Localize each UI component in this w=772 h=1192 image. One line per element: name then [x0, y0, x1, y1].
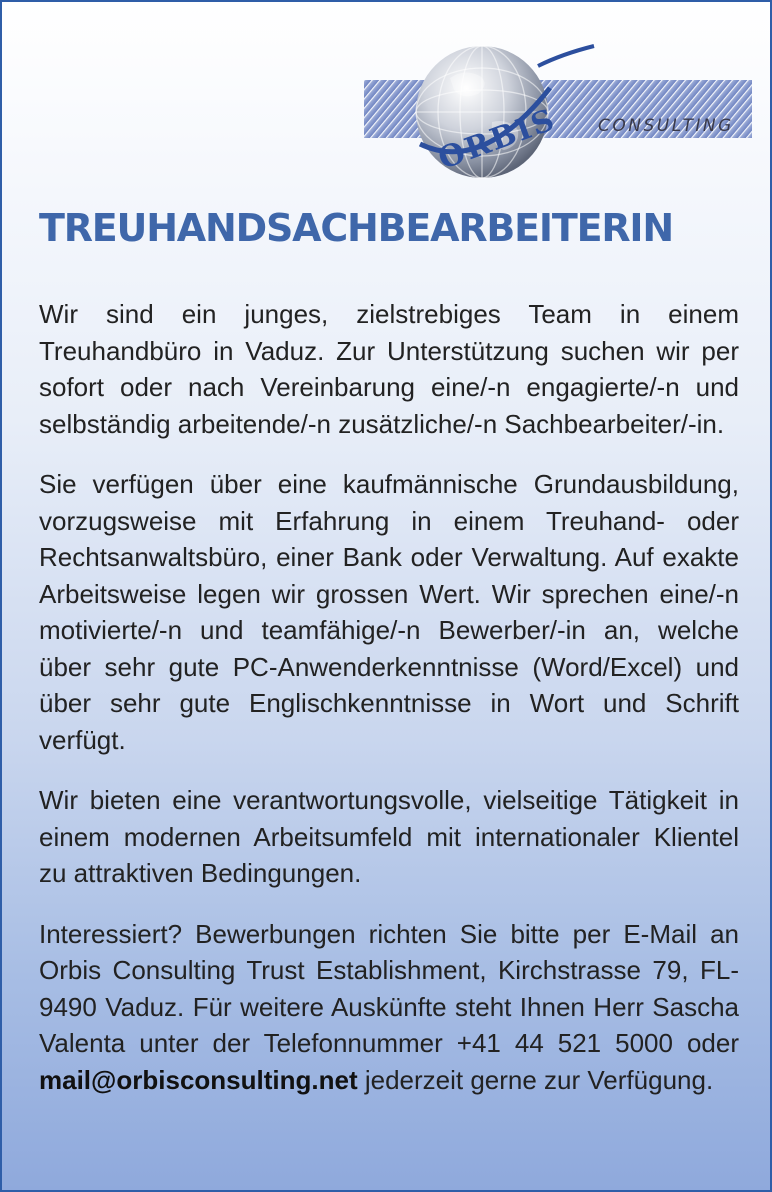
orbis-consulting-logo	[362, 26, 754, 190]
job-title: TREUHANDSACHBEARBEITERIN	[39, 206, 673, 250]
globe-logo-icon	[362, 26, 754, 190]
email-link[interactable]: mail@orbisconsulting.net	[39, 1064, 358, 1095]
brand-tagline: CONSULTING	[598, 116, 734, 136]
ad-body	[39, 296, 739, 1122]
intro-paragraph: Wir sind ein junges, zielstrebiges Team in einem Treuhandbüro in Vaduz. Zur Unterstützung suchen wir per sofort oder nach Vereinbarung eine/-n engagierte/-n und selbständig arbeitende/-n zusätzliche/-n Sachbearbeiter/-in.	[39, 299, 739, 439]
offer-paragraph: Wir bieten eine verantwortungsvolle, vielseitige Tätigkeit in einem modernen Arbeitsumfeld mit internationaler Klientel zu attraktiven Bedingungen.	[39, 785, 739, 888]
contact-text-before: Interessiert? Bewerbungen richten Sie bitte per E-Mail an Orbis Consulting Trust Establishment, Kirchstrasse 79, FL-9490 Vaduz. Für weitere Auskünfte steht Ihnen Herr Sascha Valenta unter der Telefonnummer +41 44 521 5000 oder	[39, 918, 739, 1058]
requirements-paragraph: Sie verfügen über eine kaufmännische Grundausbildung, vorzugsweise mit Erfahrung in einem Treuhand- oder Rechtsanwaltsbüro, einer Bank oder Verwaltung. Auf exakte Arbeitsweise legen wir grossen Wert. Wir sprechen eine/-n motivierte/-n und teamfähige/-n Bewerber/-in an, welche über sehr gute PC-Anwenderkenntnisse (Word/Excel) und über sehr gute Englischkenntnisse in Wort und Schrift verfügt.	[39, 469, 739, 755]
contact-text-after: jederzeit gerne zur Verfügung.	[357, 1064, 714, 1095]
contact-paragraph	[39, 916, 739, 1099]
brand-name: ORBIS	[433, 102, 561, 177]
